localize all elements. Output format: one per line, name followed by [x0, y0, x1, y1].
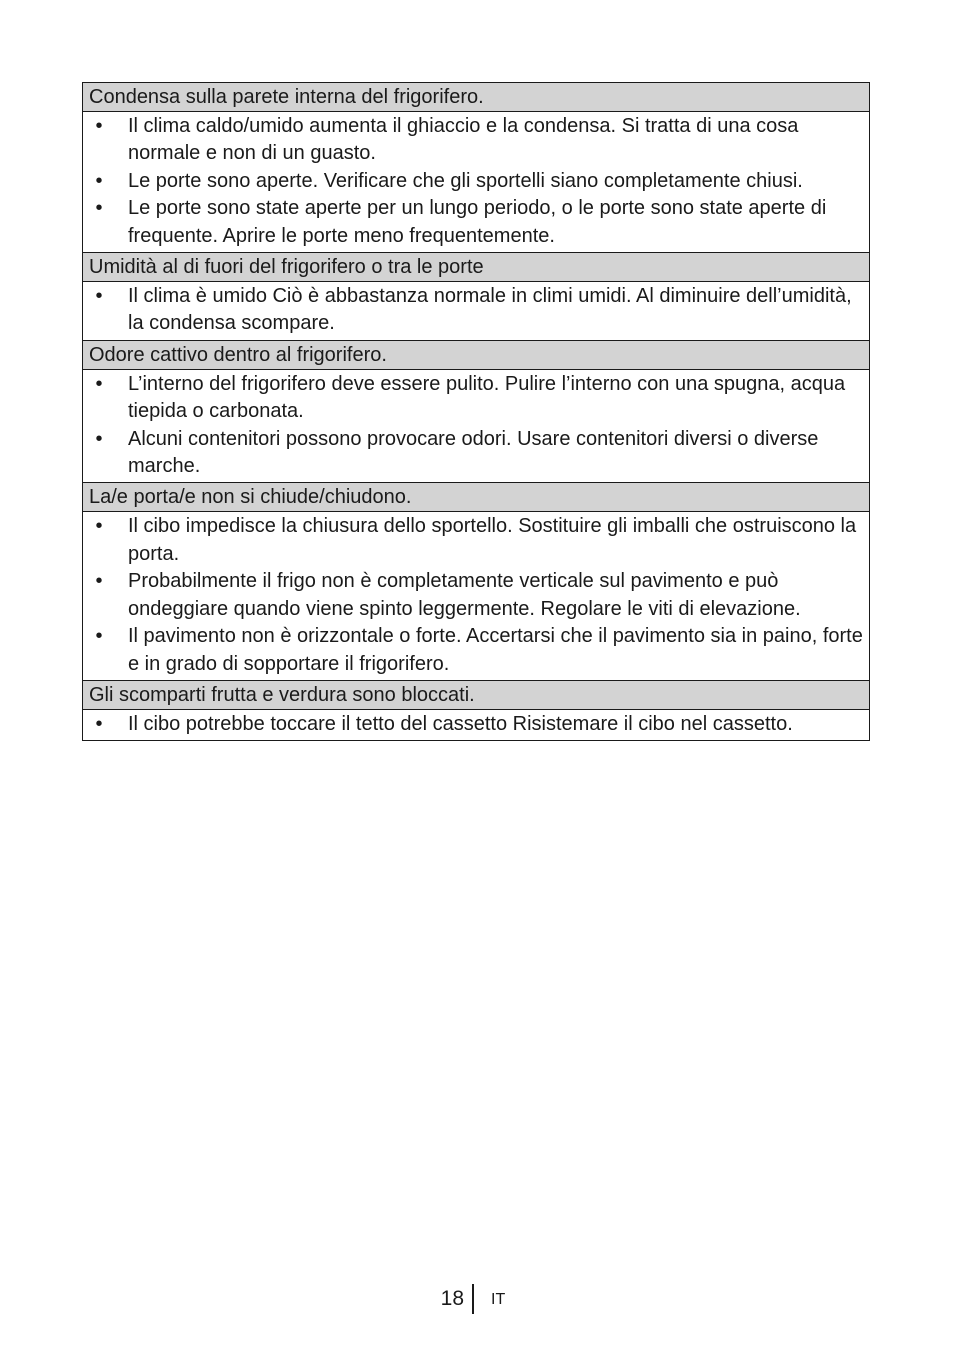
list-item-text: Il pavimento non è orizzontale o forte. Accertarsi che il pavimento sia in paino, forte e in grado di sopportare il frigorifero.	[128, 625, 863, 675]
page-footer	[0, 1284, 954, 1316]
section-title: Gli scomparti frutta e verdura sono bloccati.	[83, 680, 870, 709]
section-body	[83, 512, 870, 680]
list-item-text: Le porte sono aperte. Verificare che gli sportelli siano completamente chiusi.	[128, 169, 803, 192]
section-header	[83, 340, 870, 369]
bullet-icon: •	[95, 285, 103, 308]
section-header	[83, 253, 870, 282]
section-title: Umidità al di fuori del frigorifero o tra le porte	[83, 253, 870, 282]
footer-divider	[472, 1284, 474, 1314]
list-item	[83, 168, 869, 195]
section-title: La/e porta/e non si chiude/chiudono.	[83, 483, 870, 512]
list-item-text: Alcuni contenitori possono provocare odori. Usare contenitori diversi o diverse marche.	[128, 427, 819, 478]
list-item-text: L’interno del frigorifero deve essere pulito. Pulire l’interno con una spugna, acqua tiepida o carbonata.	[128, 372, 846, 423]
list-item-text: Probabilmente il frigo non è completamente verticale sul pavimento e può ondeggiare quando viene spinto leggermente. Regolare le viti di elevazione.	[128, 570, 801, 620]
bullet-icon: •	[95, 372, 103, 395]
bullet-list	[83, 513, 869, 677]
section-title: Odore cattivo dentro al frigorifero.	[83, 340, 870, 369]
bullet-icon: •	[95, 625, 103, 648]
list-item	[83, 371, 869, 426]
list-item-text: Il clima caldo/umido aumenta il ghiaccio e la condensa. Si tratta di una cosa normale e non di un guasto.	[128, 115, 799, 165]
list-item-text: Il cibo impedisce la chiusura dello sportello. Sostituire gli imballi che ostruiscono la porta.	[128, 515, 857, 565]
bullet-list	[83, 371, 869, 481]
list-item	[83, 195, 869, 250]
list-item	[83, 283, 869, 338]
section-body	[83, 369, 870, 483]
section-header	[83, 483, 870, 512]
section-header	[83, 83, 870, 112]
section-title: Condensa sulla parete interna del frigorifero.	[83, 83, 870, 112]
language-code: IT	[491, 1291, 506, 1308]
section-body	[83, 709, 870, 740]
list-item	[83, 513, 869, 568]
list-item-text: Le porte sono state aperte per un lungo periodo, o le porte sono state aperte di frequente. Aprire le porte meno frequentemente.	[128, 197, 827, 247]
section-body	[83, 282, 870, 341]
bullet-icon: •	[95, 570, 103, 593]
bullet-icon: •	[95, 115, 103, 137]
bullet-icon: •	[95, 169, 103, 192]
section-body	[83, 112, 870, 253]
bullet-icon: •	[95, 515, 103, 538]
list-item-text: Il clima è umido Ciò è abbastanza normale in climi umidi. Al diminuire dell’umidità, la condensa scompare.	[128, 285, 852, 335]
list-item	[83, 568, 869, 623]
list-item	[83, 113, 869, 168]
bullet-icon: •	[95, 197, 103, 220]
list-item	[83, 623, 869, 678]
bullet-icon: •	[95, 712, 103, 735]
section-header	[83, 680, 870, 709]
troubleshooting-table	[82, 82, 870, 741]
bullet-list	[83, 283, 869, 338]
list-item	[83, 426, 869, 481]
bullet-list	[83, 113, 869, 250]
bullet-list	[83, 711, 869, 738]
page-number: 18	[440, 1287, 464, 1310]
list-item	[83, 711, 869, 738]
list-item-text: Il cibo potrebbe toccare il tetto del cassetto Risistemare il cibo nel cassetto.	[128, 712, 793, 735]
bullet-icon: •	[95, 427, 103, 450]
